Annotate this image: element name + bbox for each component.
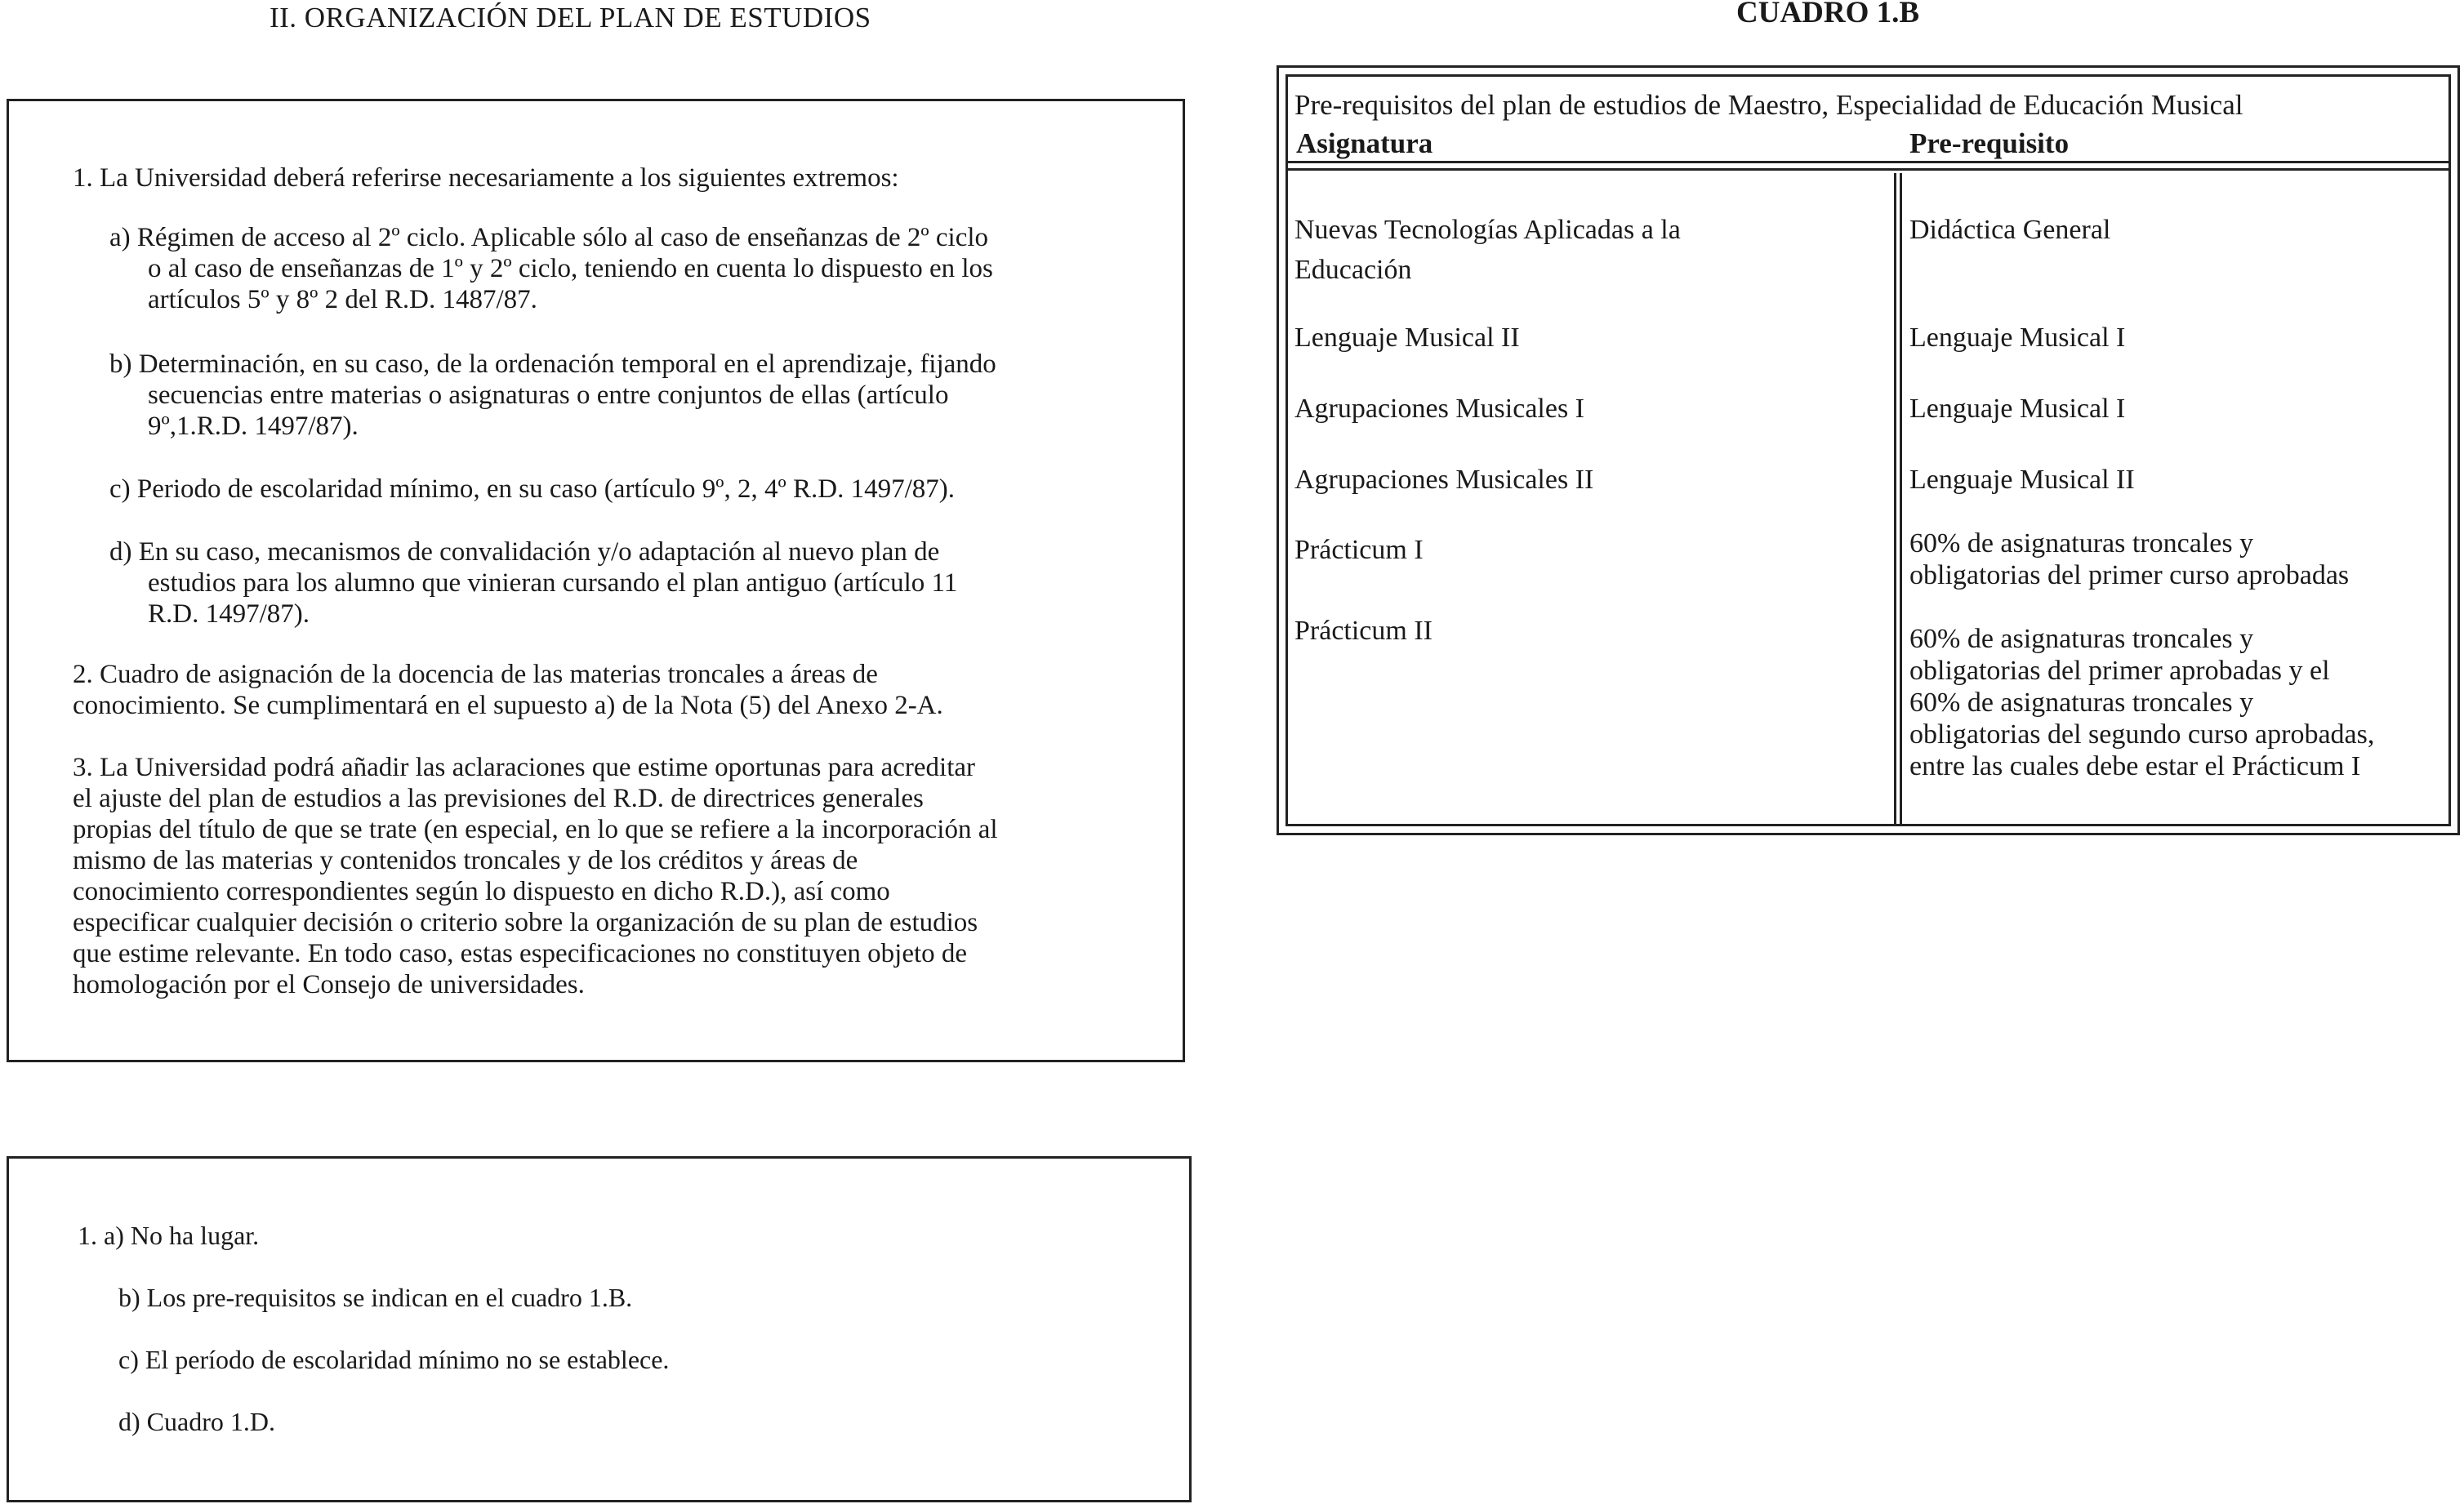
- row-3-prereq: Lenguaje Musical I: [1909, 394, 2126, 424]
- prerequisites-table: [1277, 65, 2460, 835]
- instruction-3-line-6: especificar cualquier decisión o criterio sobre la organización de su plan de estudios: [73, 908, 978, 937]
- instruction-a-line-2: o al caso de enseñanzas de 1º y 2º ciclo, teniendo en cuenta lo dispuesto en los: [148, 254, 993, 283]
- header-rule-bottom: [1288, 168, 2448, 171]
- row-6-prereq-line-3: 60% de asignaturas troncales y: [1909, 687, 2254, 718]
- row-5-subject: Prácticum I: [1294, 535, 1424, 565]
- row-5-prereq-line-2: obligatorias del primer curso aprobadas: [1909, 560, 2350, 590]
- instruction-b-line-1: b) Determinación, en su caso, de la ordenación temporal en el aprendizaje, fijando: [109, 349, 996, 379]
- answer-d: d) Cuadro 1.D.: [118, 1407, 275, 1436]
- row-1-subject-line-2: Educación: [1294, 255, 1412, 285]
- answers-box: [7, 1156, 1192, 1502]
- row-6-prereq-line-4: obligatorias del segundo curso aprobadas,: [1909, 719, 2375, 750]
- col-header-asignatura: Asignatura: [1296, 127, 1433, 159]
- instruction-c: c) Periodo de escolaridad mínimo, en su caso (artículo 9º, 2, 4º R.D. 1497/87).: [109, 474, 955, 504]
- section-title: II. ORGANIZACIÓN DEL PLAN DE ESTUDIOS: [270, 2, 871, 33]
- instruction-1: 1. La Universidad deberá referirse necesariamente a los siguientes extremos:: [73, 163, 899, 193]
- instruction-2-line-1: 2. Cuadro de asignación de la docencia de las materias troncales a áreas de: [73, 660, 878, 689]
- row-6-subject: Prácticum II: [1294, 616, 1433, 646]
- instruction-3-line-4: mismo de las materias y contenidos troncales y de los créditos y áreas de: [73, 846, 858, 875]
- column-divider-right: [1900, 173, 1902, 824]
- instruction-3-line-8: homologación por el Consejo de universidades.: [73, 970, 585, 999]
- row-4-subject: Agrupaciones Musicales II: [1294, 465, 1594, 495]
- row-4-prereq: Lenguaje Musical II: [1909, 465, 2135, 495]
- header-rule-top: [1288, 161, 2448, 163]
- answer-a: 1. a) No ha lugar.: [78, 1221, 260, 1250]
- instruction-b-line-3: 9º,1.R.D. 1497/87).: [148, 412, 359, 441]
- instruction-b-line-2: secuencias entre materias o asignaturas o entre conjuntos de ellas (artículo: [148, 380, 949, 410]
- table-number-title: CUADRO 1.B: [1736, 0, 1920, 29]
- answer-b: b) Los pre-requisitos se indican en el cuadro 1.B.: [118, 1283, 633, 1312]
- instruction-2-line-2: conocimiento. Se cumplimentará en el supuesto a) de la Nota (5) del Anexo 2-A.: [73, 691, 943, 720]
- instruction-d-line-3: R.D. 1497/87).: [148, 599, 310, 629]
- answer-c: c) El período de escolaridad mínimo no se establece.: [118, 1345, 670, 1374]
- row-1-prereq: Didáctica General: [1909, 215, 2111, 245]
- row-1-subject-line-1: Nuevas Tecnologías Aplicadas a la: [1294, 215, 1681, 245]
- instruction-d-line-1: d) En su caso, mecanismos de convalidación y/o adaptación al nuevo plan de: [109, 537, 940, 567]
- table-caption: Pre-requisitos del plan de estudios de Maestro, Especialidad de Educación Musical: [1294, 89, 2243, 121]
- row-2-prereq: Lenguaje Musical I: [1909, 323, 2126, 353]
- row-3-subject: Agrupaciones Musicales I: [1294, 394, 1585, 424]
- instruction-d-line-2: estudios para los alumno que vinieran cursando el plan antiguo (artículo 11: [148, 568, 958, 598]
- table-frame: [1285, 74, 2451, 826]
- instruction-3-line-1: 3. La Universidad podrá añadir las aclaraciones que estime oportunas para acreditar: [73, 753, 976, 782]
- col-header-prerequisito: Pre-requisito: [1909, 127, 2070, 159]
- instruction-a-line-3: artículos 5º y 8º 2 del R.D. 1487/87.: [148, 285, 537, 314]
- row-5-prereq-line-1: 60% de asignaturas troncales y: [1909, 528, 2254, 558]
- instruction-a-line-1: a) Régimen de acceso al 2º ciclo. Aplicable sólo al caso de enseñanzas de 2º ciclo: [109, 223, 989, 252]
- row-6-prereq-line-1: 60% de asignaturas troncales y: [1909, 624, 2254, 654]
- instruction-3-line-3: propias del título de que se trate (en especial, en lo que se refiere a la incorporación al: [73, 815, 998, 844]
- row-6-prereq-line-5: entre las cuales debe estar el Prácticum I: [1909, 751, 2361, 781]
- instruction-3-line-7: que estime relevante. En todo caso, estas especificaciones no constituyen objeto de: [73, 939, 968, 968]
- row-2-subject: Lenguaje Musical II: [1294, 323, 1520, 353]
- column-divider-left: [1894, 173, 1896, 824]
- instruction-3-line-5: conocimiento correspondientes según lo dispuesto en dicho R.D.), así como: [73, 877, 890, 906]
- row-6-prereq-line-2: obligatorias del primer aprobadas y el: [1909, 656, 2330, 686]
- instructions-box: [7, 99, 1185, 1062]
- instruction-3-line-2: el ajuste del plan de estudios a las previsiones del R.D. de directrices generales: [73, 784, 924, 813]
